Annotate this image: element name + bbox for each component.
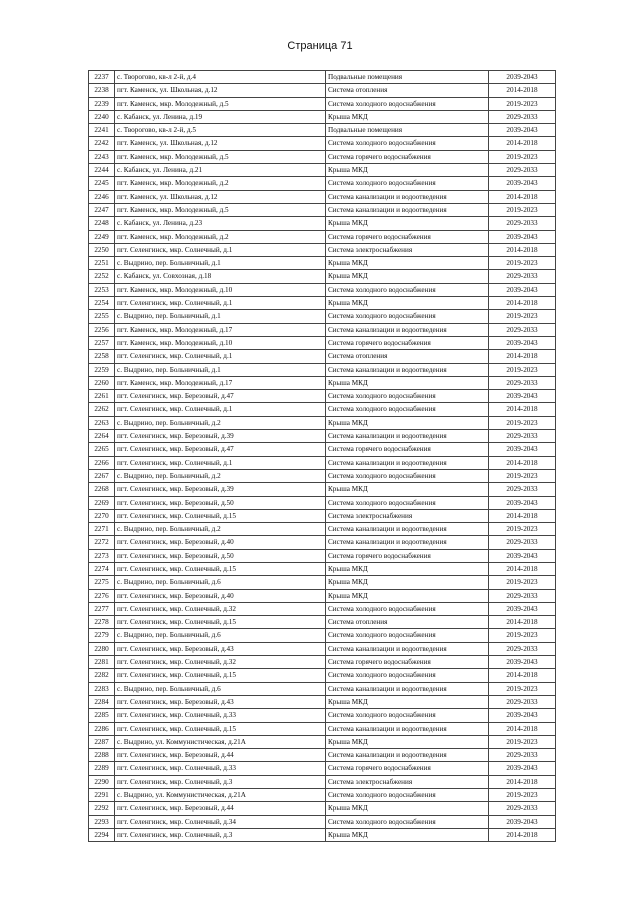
table-row	[89, 110, 556, 123]
table-row	[89, 775, 556, 788]
table-row	[89, 97, 556, 110]
row-number-cell: 2249	[89, 230, 115, 243]
period-cell: 2014-2018	[489, 456, 556, 469]
address-cell: пгт. Селенгинск, мкр. Солнечный, д.15	[115, 669, 326, 682]
address-cell: пгт. Селенгинск, мкр. Березовый, д.47	[115, 390, 326, 403]
address-cell: пгт. Каменск, мкр. Молодежный, д.17	[115, 323, 326, 336]
registry-table-body	[89, 71, 556, 842]
row-number-cell: 2293	[89, 815, 115, 828]
period-cell: 2039-2043	[489, 336, 556, 349]
period-cell: 2019-2023	[489, 150, 556, 163]
period-cell: 2014-2018	[489, 722, 556, 735]
table-row	[89, 164, 556, 177]
address-cell: с. Выдрино, пер. Больничный, д.1	[115, 310, 326, 323]
row-number-cell: 2273	[89, 549, 115, 562]
system-cell: Система канализации и водоотведения	[326, 682, 489, 695]
address-cell: с. Кабанск, ул. Ленина, д.19	[115, 110, 326, 123]
address-cell: пгт. Каменск, мкр. Молодежный, д.5	[115, 97, 326, 110]
row-number-cell: 2292	[89, 802, 115, 815]
period-cell: 2029-2033	[489, 802, 556, 815]
period-cell: 2039-2043	[489, 656, 556, 669]
period-cell: 2039-2043	[489, 762, 556, 775]
period-cell: 2029-2033	[489, 642, 556, 655]
table-row	[89, 376, 556, 389]
table-row	[89, 416, 556, 429]
address-cell: пгт. Селенгинск, мкр. Солнечный, д.1	[115, 403, 326, 416]
address-cell: пгт. Селенгинск, мкр. Солнечный, д.15	[115, 616, 326, 629]
table-row	[89, 815, 556, 828]
table-row	[89, 390, 556, 403]
row-number-cell: 2288	[89, 749, 115, 762]
table-row	[89, 336, 556, 349]
system-cell: Крыша МКД	[326, 828, 489, 841]
row-number-cell: 2285	[89, 709, 115, 722]
address-cell: с. Выдрино, пер. Больничный, д.2	[115, 469, 326, 482]
system-cell: Система холодного водоснабжения	[326, 137, 489, 150]
address-cell: пгт. Селенгинск, мкр. Березовый, д.50	[115, 549, 326, 562]
period-cell: 2019-2023	[489, 416, 556, 429]
system-cell: Крыша МКД	[326, 735, 489, 748]
period-cell: 2019-2023	[489, 363, 556, 376]
row-number-cell: 2275	[89, 576, 115, 589]
row-number-cell: 2277	[89, 602, 115, 615]
table-row	[89, 297, 556, 310]
table-row	[89, 203, 556, 216]
table-row	[89, 84, 556, 97]
address-cell: с. Выдрино, пер. Больничный, д.1	[115, 363, 326, 376]
address-cell: пгт. Селенгинск, мкр. Солнечный, д.1	[115, 350, 326, 363]
period-cell: 2039-2043	[489, 602, 556, 615]
system-cell: Крыша МКД	[326, 576, 489, 589]
row-number-cell: 2270	[89, 509, 115, 522]
system-cell: Система электроснабжения	[326, 509, 489, 522]
row-number-cell: 2256	[89, 323, 115, 336]
system-cell: Система горячего водоснабжения	[326, 150, 489, 163]
address-cell: пгт. Селенгинск, мкр. Березовый, д.44	[115, 802, 326, 815]
system-cell: Система канализации и водоотведения	[326, 523, 489, 536]
row-number-cell: 2240	[89, 110, 115, 123]
table-row	[89, 802, 556, 815]
system-cell: Система холодного водоснабжения	[326, 602, 489, 615]
row-number-cell: 2252	[89, 270, 115, 283]
period-cell: 2014-2018	[489, 509, 556, 522]
table-row	[89, 589, 556, 602]
address-cell: пгт. Каменск, мкр. Молодежный, д.5	[115, 203, 326, 216]
period-cell: 2039-2043	[489, 230, 556, 243]
address-cell: пгт. Каменск, мкр. Молодежный, д.10	[115, 336, 326, 349]
table-row	[89, 562, 556, 575]
table-row	[89, 177, 556, 190]
table-row	[89, 629, 556, 642]
row-number-cell: 2259	[89, 363, 115, 376]
period-cell: 2014-2018	[489, 669, 556, 682]
address-cell: пгт. Каменск, ул. Школьная, д.12	[115, 137, 326, 150]
address-cell: с. Выдрино, пер. Больничный, д.6	[115, 576, 326, 589]
table-row	[89, 735, 556, 748]
address-cell: с. Творогово, кв-л 2-й, д.4	[115, 71, 326, 84]
period-cell: 2029-2033	[489, 749, 556, 762]
period-cell: 2039-2043	[489, 177, 556, 190]
system-cell: Система холодного водоснабжения	[326, 283, 489, 296]
address-cell: пгт. Селенгинск, мкр. Солнечный, д.3	[115, 828, 326, 841]
row-number-cell: 2281	[89, 656, 115, 669]
period-cell: 2029-2033	[489, 536, 556, 549]
table-row	[89, 469, 556, 482]
period-cell: 2014-2018	[489, 403, 556, 416]
row-number-cell: 2239	[89, 97, 115, 110]
system-cell: Крыша МКД	[326, 416, 489, 429]
address-cell: с. Кабанск, ул. Совхозная, д.18	[115, 270, 326, 283]
period-cell: 2019-2023	[489, 97, 556, 110]
period-cell: 2029-2033	[489, 589, 556, 602]
period-cell: 2014-2018	[489, 84, 556, 97]
table-row	[89, 602, 556, 615]
address-cell: пгт. Селенгинск, мкр. Солнечный, д.33	[115, 709, 326, 722]
table-row	[89, 616, 556, 629]
address-cell: с. Выдрино, пер. Больничный, д.2	[115, 523, 326, 536]
system-cell: Система холодного водоснабжения	[326, 97, 489, 110]
system-cell: Система канализации и водоотведения	[326, 430, 489, 443]
row-number-cell: 2282	[89, 669, 115, 682]
period-cell: 2039-2043	[489, 283, 556, 296]
system-cell: Система горячего водоснабжения	[326, 230, 489, 243]
table-row	[89, 509, 556, 522]
row-number-cell: 2265	[89, 443, 115, 456]
row-number-cell: 2237	[89, 71, 115, 84]
row-number-cell: 2287	[89, 735, 115, 748]
address-cell: с. Выдрино, пер. Больничный, д.6	[115, 682, 326, 695]
address-cell: пгт. Селенгинск, мкр. Березовый, д.39	[115, 430, 326, 443]
row-number-cell: 2290	[89, 775, 115, 788]
address-cell: пгт. Каменск, мкр. Молодежный, д.2	[115, 230, 326, 243]
row-number-cell: 2279	[89, 629, 115, 642]
period-cell: 2039-2043	[489, 390, 556, 403]
period-cell: 2019-2023	[489, 310, 556, 323]
row-number-cell: 2262	[89, 403, 115, 416]
system-cell: Подвальные помещения	[326, 124, 489, 137]
system-cell: Система отопления	[326, 616, 489, 629]
table-row	[89, 124, 556, 137]
address-cell: пгт. Селенгинск, мкр. Солнечный, д.15	[115, 562, 326, 575]
address-cell: с. Выдрино, пер. Больничный, д.2	[115, 416, 326, 429]
address-cell: пгт. Каменск, ул. Школьная, д.12	[115, 190, 326, 203]
table-row	[89, 682, 556, 695]
address-cell: пгт. Селенгинск, мкр. Солнечный, д.15	[115, 509, 326, 522]
row-number-cell: 2250	[89, 243, 115, 256]
system-cell: Система канализации и водоотведения	[326, 363, 489, 376]
table-row	[89, 150, 556, 163]
address-cell: пгт. Селенгинск, мкр. Солнечный, д.3	[115, 775, 326, 788]
address-cell: пгт. Каменск, мкр. Молодежный, д.17	[115, 376, 326, 389]
system-cell: Система холодного водоснабжения	[326, 177, 489, 190]
period-cell: 2014-2018	[489, 137, 556, 150]
system-cell: Система канализации и водоотведения	[326, 456, 489, 469]
row-number-cell: 2242	[89, 137, 115, 150]
row-number-cell: 2286	[89, 722, 115, 735]
system-cell: Система горячего водоснабжения	[326, 443, 489, 456]
row-number-cell: 2284	[89, 695, 115, 708]
table-row	[89, 762, 556, 775]
system-cell: Система горячего водоснабжения	[326, 656, 489, 669]
address-cell: пгт. Селенгинск, мкр. Березовый, д.40	[115, 589, 326, 602]
address-cell: пгт. Каменск, мкр. Молодежный, д.10	[115, 283, 326, 296]
period-cell: 2039-2043	[489, 496, 556, 509]
period-cell: 2014-2018	[489, 616, 556, 629]
system-cell: Система горячего водоснабжения	[326, 549, 489, 562]
system-cell: Система канализации и водоотведения	[326, 190, 489, 203]
system-cell: Система холодного водоснабжения	[326, 496, 489, 509]
system-cell: Крыша МКД	[326, 110, 489, 123]
system-cell: Крыша МКД	[326, 376, 489, 389]
row-number-cell: 2244	[89, 164, 115, 177]
system-cell: Система холодного водоснабжения	[326, 815, 489, 828]
row-number-cell: 2267	[89, 469, 115, 482]
period-cell: 2039-2043	[489, 71, 556, 84]
system-cell: Система холодного водоснабжения	[326, 310, 489, 323]
period-cell: 2014-2018	[489, 243, 556, 256]
period-cell: 2039-2043	[489, 815, 556, 828]
table-row	[89, 536, 556, 549]
table-row	[89, 749, 556, 762]
table-row	[89, 695, 556, 708]
system-cell: Крыша МКД	[326, 483, 489, 496]
row-number-cell: 2263	[89, 416, 115, 429]
row-number-cell: 2238	[89, 84, 115, 97]
system-cell: Система электроснабжения	[326, 775, 489, 788]
address-cell: пгт. Селенгинск, мкр. Солнечный, д.15	[115, 722, 326, 735]
period-cell: 2029-2033	[489, 110, 556, 123]
period-cell: 2014-2018	[489, 350, 556, 363]
row-number-cell: 2251	[89, 257, 115, 270]
address-cell: пгт. Селенгинск, мкр. Солнечный, д.32	[115, 602, 326, 615]
row-number-cell: 2258	[89, 350, 115, 363]
address-cell: с. Творогово, кв-л 2-й, д.5	[115, 124, 326, 137]
table-row	[89, 483, 556, 496]
address-cell: пгт. Селенгинск, мкр. Солнечный, д.32	[115, 656, 326, 669]
system-cell: Крыша МКД	[326, 257, 489, 270]
period-cell: 2039-2043	[489, 124, 556, 137]
address-cell: пгт. Селенгинск, мкр. Березовый, д.39	[115, 483, 326, 496]
row-number-cell: 2291	[89, 789, 115, 802]
period-cell: 2019-2023	[489, 523, 556, 536]
table-row	[89, 443, 556, 456]
address-cell: пгт. Селенгинск, мкр. Солнечный, д.33	[115, 762, 326, 775]
system-cell: Крыша МКД	[326, 562, 489, 575]
table-row	[89, 190, 556, 203]
row-number-cell: 2257	[89, 336, 115, 349]
address-cell: с. Выдрино, ул. Коммунистическая, д.21А	[115, 735, 326, 748]
period-cell: 2029-2033	[489, 376, 556, 389]
table-row	[89, 456, 556, 469]
system-cell: Крыша МКД	[326, 164, 489, 177]
system-cell: Система канализации и водоотведения	[326, 536, 489, 549]
row-number-cell: 2268	[89, 483, 115, 496]
period-cell: 2019-2023	[489, 576, 556, 589]
address-cell: с. Кабанск, ул. Ленина, д.21	[115, 164, 326, 177]
address-cell: с. Выдрино, пер. Больничный, д.6	[115, 629, 326, 642]
address-cell: пгт. Селенгинск, мкр. Березовый, д.50	[115, 496, 326, 509]
system-cell: Система холодного водоснабжения	[326, 709, 489, 722]
row-number-cell: 2283	[89, 682, 115, 695]
table-row	[89, 656, 556, 669]
system-cell: Крыша МКД	[326, 217, 489, 230]
system-cell: Крыша МКД	[326, 802, 489, 815]
address-cell: пгт. Селенгинск, мкр. Солнечный, д.34	[115, 815, 326, 828]
row-number-cell: 2246	[89, 190, 115, 203]
system-cell: Крыша МКД	[326, 270, 489, 283]
address-cell: пгт. Селенгинск, мкр. Березовый, д.43	[115, 695, 326, 708]
table-row	[89, 283, 556, 296]
row-number-cell: 2261	[89, 390, 115, 403]
system-cell: Система холодного водоснабжения	[326, 669, 489, 682]
address-cell: пгт. Селенгинск, мкр. Солнечный, д.1	[115, 297, 326, 310]
row-number-cell: 2271	[89, 523, 115, 536]
address-cell: пгт. Селенгинск, мкр. Березовый, д.47	[115, 443, 326, 456]
table-row	[89, 709, 556, 722]
period-cell: 2019-2023	[489, 789, 556, 802]
period-cell: 2014-2018	[489, 297, 556, 310]
registry-table	[88, 70, 556, 842]
row-number-cell: 2260	[89, 376, 115, 389]
table-row	[89, 310, 556, 323]
system-cell: Система канализации и водоотведения	[326, 749, 489, 762]
period-cell: 2039-2043	[489, 709, 556, 722]
system-cell: Система канализации и водоотведения	[326, 642, 489, 655]
table-row	[89, 722, 556, 735]
row-number-cell: 2264	[89, 430, 115, 443]
period-cell: 2039-2043	[489, 443, 556, 456]
address-cell: с. Выдрино, пер. Больничный, д.1	[115, 257, 326, 270]
system-cell: Система электроснабжения	[326, 243, 489, 256]
address-cell: с. Кабанск, ул. Ленина, д.23	[115, 217, 326, 230]
system-cell: Крыша МКД	[326, 695, 489, 708]
row-number-cell: 2280	[89, 642, 115, 655]
table-row	[89, 549, 556, 562]
table-row	[89, 669, 556, 682]
table-row	[89, 430, 556, 443]
row-number-cell: 2294	[89, 828, 115, 841]
address-cell: пгт. Селенгинск, мкр. Солнечный, д.1	[115, 243, 326, 256]
system-cell: Система отопления	[326, 350, 489, 363]
table-row	[89, 71, 556, 84]
period-cell: 2019-2023	[489, 203, 556, 216]
row-number-cell: 2254	[89, 297, 115, 310]
system-cell: Крыша МКД	[326, 297, 489, 310]
period-cell: 2029-2033	[489, 323, 556, 336]
row-number-cell: 2266	[89, 456, 115, 469]
row-number-cell: 2274	[89, 562, 115, 575]
period-cell: 2029-2033	[489, 270, 556, 283]
period-cell: 2019-2023	[489, 682, 556, 695]
table-row	[89, 323, 556, 336]
address-cell: пгт. Каменск, мкр. Молодежный, д.5	[115, 150, 326, 163]
system-cell: Система холодного водоснабжения	[326, 789, 489, 802]
table-row	[89, 523, 556, 536]
row-number-cell: 2241	[89, 124, 115, 137]
row-number-cell: 2245	[89, 177, 115, 190]
row-number-cell: 2243	[89, 150, 115, 163]
period-cell: 2014-2018	[489, 190, 556, 203]
period-cell: 2014-2018	[489, 828, 556, 841]
page-header: Страница 71	[287, 40, 353, 52]
row-number-cell: 2272	[89, 536, 115, 549]
address-cell: пгт. Селенгинск, мкр. Березовый, д.40	[115, 536, 326, 549]
table-row	[89, 828, 556, 841]
system-cell: Система канализации и водоотведения	[326, 203, 489, 216]
table-row	[89, 403, 556, 416]
period-cell: 2029-2033	[489, 217, 556, 230]
system-cell: Подвальные помещения	[326, 71, 489, 84]
row-number-cell: 2269	[89, 496, 115, 509]
system-cell: Крыша МКД	[326, 589, 489, 602]
row-number-cell: 2248	[89, 217, 115, 230]
row-number-cell: 2253	[89, 283, 115, 296]
table-row	[89, 363, 556, 376]
period-cell: 2019-2023	[489, 629, 556, 642]
table-row	[89, 642, 556, 655]
table-row	[89, 789, 556, 802]
row-number-cell: 2289	[89, 762, 115, 775]
table-row	[89, 350, 556, 363]
period-cell: 2029-2033	[489, 483, 556, 496]
table-row	[89, 243, 556, 256]
period-cell: 2029-2033	[489, 164, 556, 177]
system-cell: Система холодного водоснабжения	[326, 469, 489, 482]
table-row	[89, 576, 556, 589]
system-cell: Система холодного водоснабжения	[326, 390, 489, 403]
period-cell: 2029-2033	[489, 430, 556, 443]
row-number-cell: 2247	[89, 203, 115, 216]
address-cell: пгт. Селенгинск, мкр. Березовый, д.43	[115, 642, 326, 655]
system-cell: Система горячего водоснабжения	[326, 336, 489, 349]
period-cell: 2019-2023	[489, 469, 556, 482]
period-cell: 2019-2023	[489, 735, 556, 748]
row-number-cell: 2255	[89, 310, 115, 323]
table-row	[89, 257, 556, 270]
table-row	[89, 270, 556, 283]
period-cell: 2019-2023	[489, 257, 556, 270]
table-row	[89, 496, 556, 509]
system-cell: Система холодного водоснабжения	[326, 403, 489, 416]
period-cell: 2029-2033	[489, 695, 556, 708]
table-row	[89, 217, 556, 230]
row-number-cell: 2278	[89, 616, 115, 629]
address-cell: пгт. Каменск, мкр. Молодежный, д.2	[115, 177, 326, 190]
address-cell: пгт. Селенгинск, мкр. Березовый, д.44	[115, 749, 326, 762]
system-cell: Система отопления	[326, 84, 489, 97]
table-row	[89, 230, 556, 243]
period-cell: 2039-2043	[489, 549, 556, 562]
system-cell: Система горячего водоснабжения	[326, 762, 489, 775]
system-cell: Система холодного водоснабжения	[326, 629, 489, 642]
row-number-cell: 2276	[89, 589, 115, 602]
table-row	[89, 137, 556, 150]
system-cell: Система канализации и водоотведения	[326, 323, 489, 336]
address-cell: пгт. Селенгинск, мкр. Солнечный, д.1	[115, 456, 326, 469]
system-cell: Система канализации и водоотведения	[326, 722, 489, 735]
period-cell: 2014-2018	[489, 562, 556, 575]
address-cell: с. Выдрино, ул. Коммунистическая, д.21А	[115, 789, 326, 802]
address-cell: пгт. Каменск, ул. Школьная, д.12	[115, 84, 326, 97]
period-cell: 2014-2018	[489, 775, 556, 788]
